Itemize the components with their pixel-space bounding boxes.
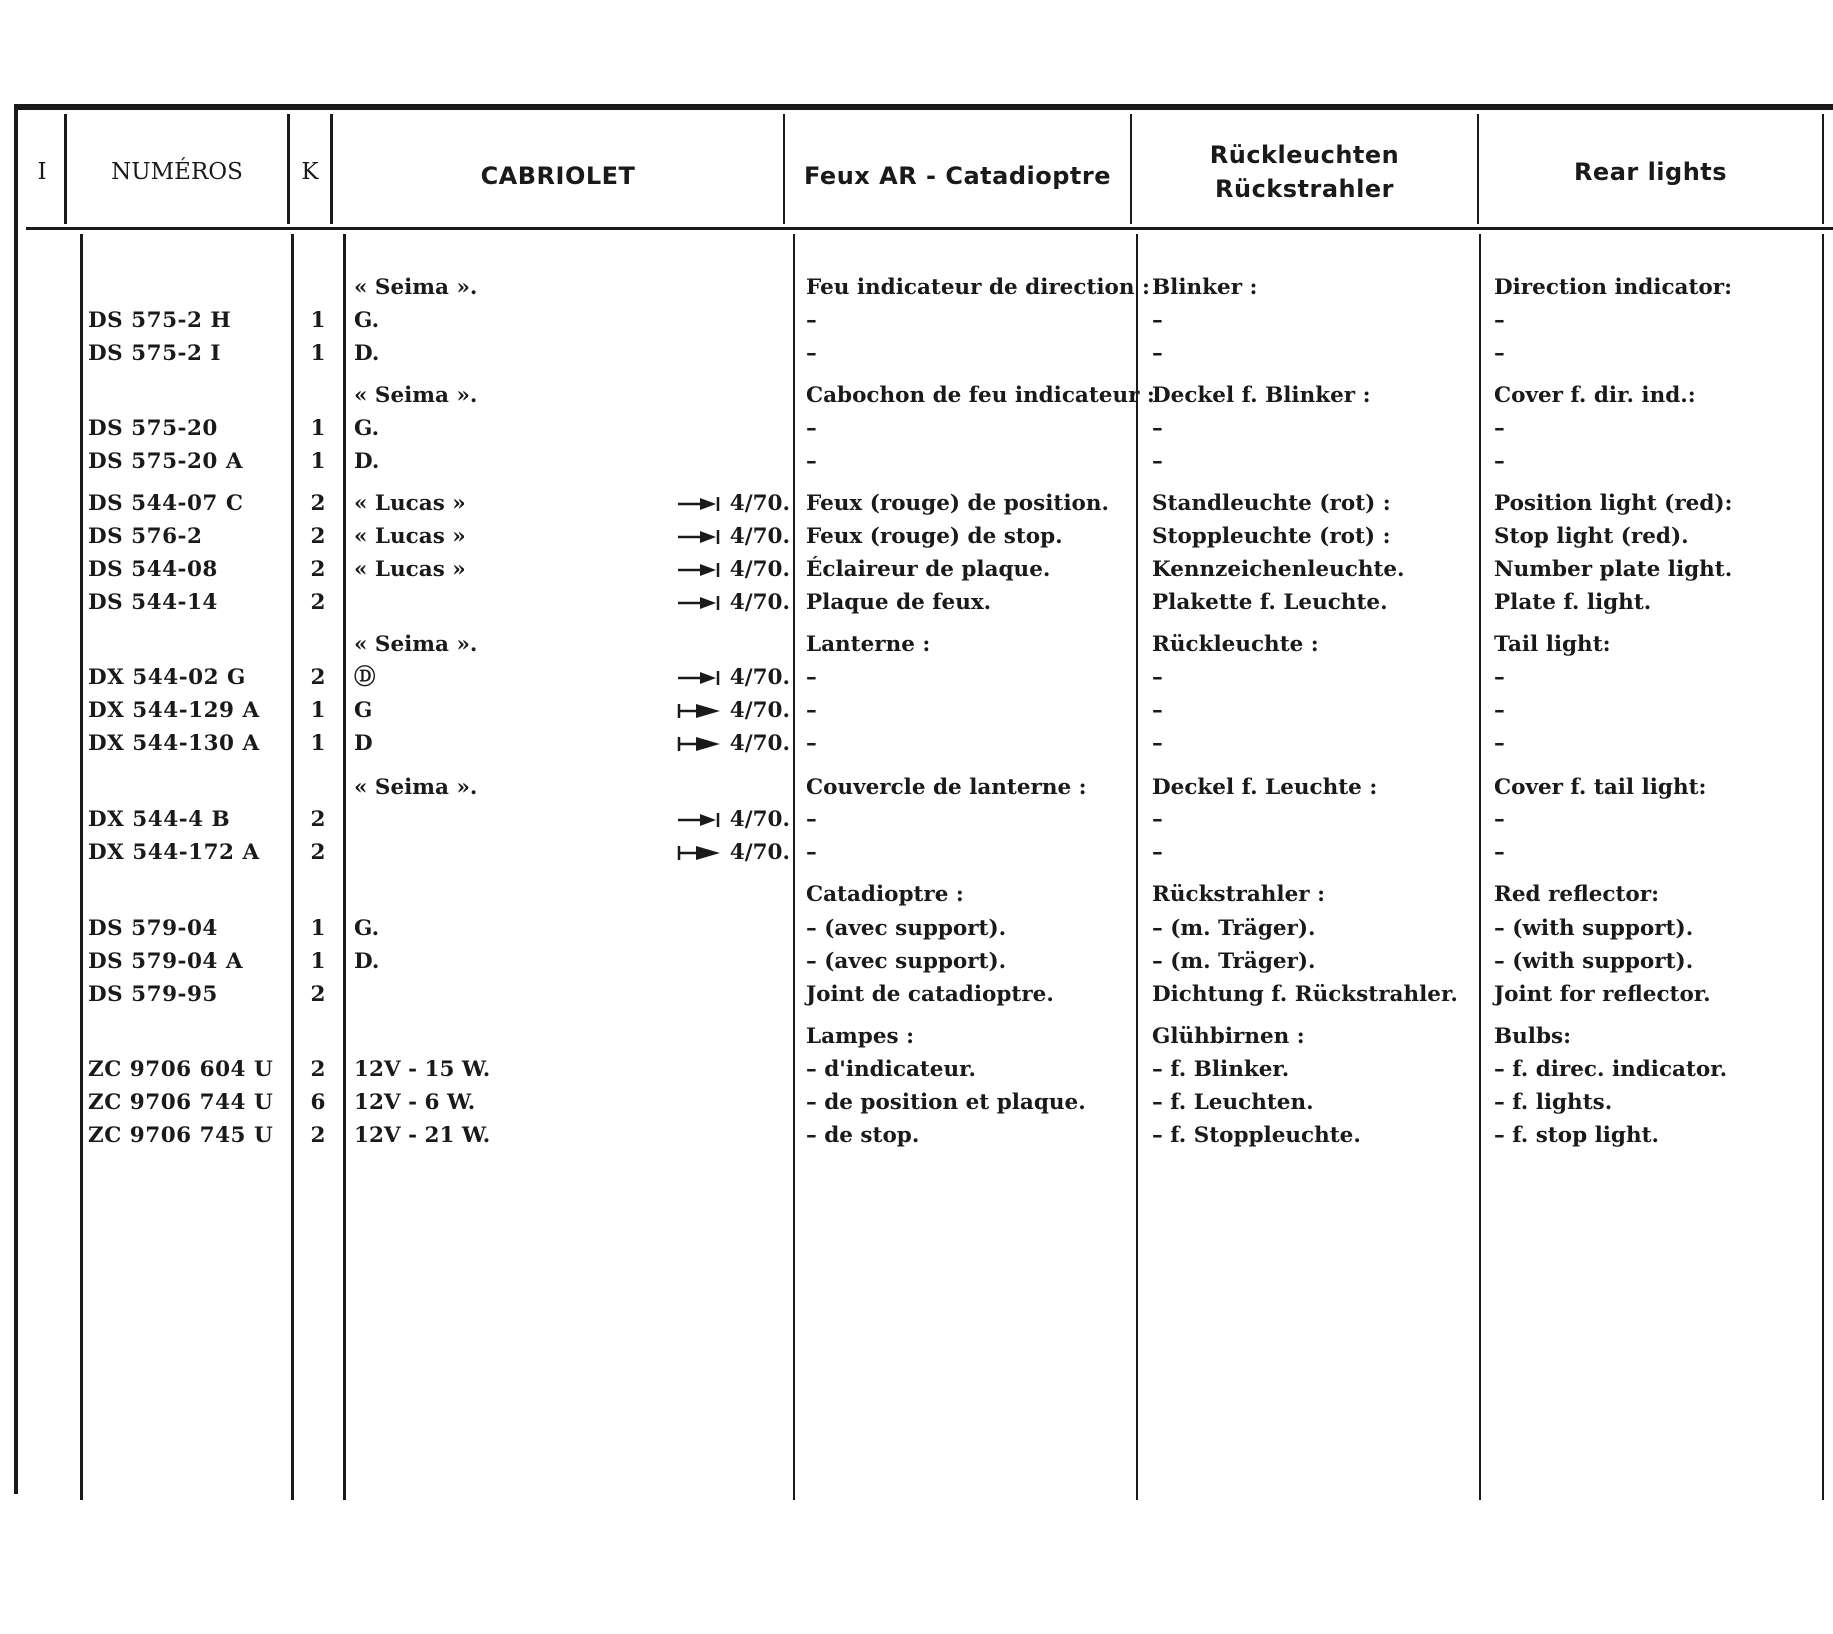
description-en: Bulbs: <box>1494 1024 1572 1049</box>
part-number: DS 579-95 <box>88 982 218 1007</box>
description-fr: Joint de catadioptre. <box>806 982 1054 1007</box>
col-divider <box>1822 114 1824 224</box>
table-row <box>0 379 1833 412</box>
description-fr: – <box>806 416 817 441</box>
table-row <box>0 487 1833 520</box>
header-k: K <box>301 159 319 185</box>
description-fr: – <box>806 840 817 865</box>
description-de: – <box>1152 698 1163 723</box>
description-en: Cover f. tail light: <box>1494 775 1707 800</box>
description-de: Rückstrahler : <box>1152 882 1326 907</box>
part-number: DS 579-04 <box>88 916 218 941</box>
part-number: DS 544-08 <box>88 557 218 582</box>
description-fr: – <box>806 341 817 366</box>
model-note: 12V - 15 W. <box>354 1057 491 1082</box>
description-de: – f. Stoppleuchte. <box>1152 1123 1361 1148</box>
description-de: – <box>1152 840 1163 865</box>
model-note: Ⓓ <box>354 665 376 690</box>
arrow-icon <box>676 527 722 547</box>
description-de: Plakette f. Leuchte. <box>1152 590 1388 615</box>
quantity <box>306 1020 330 1053</box>
quantity: 1 <box>310 916 326 941</box>
quantity <box>306 878 330 911</box>
description-de: – <box>1152 665 1163 690</box>
part-number <box>88 379 288 412</box>
table-row <box>0 586 1833 619</box>
quantity: 1 <box>310 416 326 441</box>
description-en: Number plate light. <box>1494 557 1733 582</box>
part-number: DS 544-14 <box>88 590 218 615</box>
description-en: – <box>1494 840 1505 865</box>
description-fr: – <box>806 731 817 756</box>
quantity: 2 <box>310 1123 326 1148</box>
quantity: 2 <box>310 491 326 516</box>
table-row <box>0 694 1833 727</box>
description-fr: – de position et plaque. <box>806 1090 1086 1115</box>
model-note: 12V - 6 W. <box>354 1090 476 1115</box>
arrow-icon <box>676 494 722 514</box>
quantity: 1 <box>310 449 326 474</box>
description-de: – <box>1152 416 1163 441</box>
description-en: – <box>1494 665 1505 690</box>
table-row <box>0 727 1833 760</box>
description-fr: – <box>806 308 817 333</box>
change-date <box>672 1020 790 1053</box>
model-note <box>354 586 654 619</box>
change-date <box>672 978 790 1011</box>
description-en: Cover f. dir. ind.: <box>1494 383 1696 408</box>
description-en: Direction indicator: <box>1494 275 1733 300</box>
part-number: DS 544-07 C <box>88 491 244 516</box>
description-de: – f. Blinker. <box>1152 1057 1290 1082</box>
table-row <box>0 628 1833 661</box>
model-note: « Seima ». <box>354 632 478 657</box>
part-number: DX 544-129 A <box>88 698 260 723</box>
table-row <box>0 1020 1833 1053</box>
change-date <box>672 379 790 412</box>
change-date: 4/70. <box>672 520 790 553</box>
description-en: Position light (red): <box>1494 491 1733 516</box>
part-number <box>88 271 288 304</box>
top-rule <box>18 104 1833 110</box>
table-row <box>0 412 1833 445</box>
model-note: 12V - 21 W. <box>354 1123 491 1148</box>
model-note: « Seima ». <box>354 275 478 300</box>
description-fr: – <box>806 449 817 474</box>
part-number: DS 575-2 I <box>88 341 221 366</box>
description-de: Kennzeichenleuchte. <box>1152 557 1405 582</box>
part-number <box>88 628 288 661</box>
description-de: Deckel f. Blinker : <box>1152 383 1371 408</box>
model-note: « Lucas » <box>354 557 466 582</box>
model-note: G <box>354 698 373 723</box>
part-number: DS 579-04 A <box>88 949 244 974</box>
arrow-icon <box>676 668 722 688</box>
part-number: DX 544-4 B <box>88 807 231 832</box>
part-number: ZC 9706 604 U <box>88 1057 274 1082</box>
model-note <box>354 836 654 869</box>
header-german-line2: Rückstrahler <box>1215 175 1394 203</box>
description-fr: – (avec support). <box>806 916 1007 941</box>
part-number <box>88 1020 288 1053</box>
description-fr: – <box>806 698 817 723</box>
arrow-icon <box>676 701 722 721</box>
table-row <box>0 661 1833 694</box>
change-date <box>672 878 790 911</box>
description-en: Red reflector: <box>1494 882 1660 907</box>
description-en: – <box>1494 308 1505 333</box>
change-date: 4/70. <box>672 803 790 836</box>
change-date <box>672 271 790 304</box>
header-english: Rear lights <box>1573 158 1728 186</box>
table-row <box>0 520 1833 553</box>
description-fr: – <box>806 665 817 690</box>
description-de: Dichtung f. Rückstrahler. <box>1152 982 1458 1007</box>
description-de: Rückleuchte : <box>1152 632 1319 657</box>
description-fr: Couvercle de lanterne : <box>806 775 1087 800</box>
description-en: – <box>1494 449 1505 474</box>
description-de: – f. Leuchten. <box>1152 1090 1314 1115</box>
description-en: – f. direc. indicator. <box>1494 1057 1728 1082</box>
part-number: ZC 9706 744 U <box>88 1090 274 1115</box>
description-de: Stoppleuchte (rot) : <box>1152 524 1391 549</box>
arrow-icon <box>676 593 722 613</box>
description-en: Tail light: <box>1494 632 1611 657</box>
description-en: – (with support). <box>1494 949 1694 974</box>
change-date: 4/70. <box>672 727 790 760</box>
quantity: 2 <box>310 524 326 549</box>
model-note: « Lucas » <box>354 524 466 549</box>
part-number: DS 575-20 A <box>88 449 244 474</box>
change-date: 4/70. <box>672 836 790 869</box>
description-de: – (m. Träger). <box>1152 949 1316 974</box>
description-fr: Lampes : <box>806 1024 915 1049</box>
change-date: 4/70. <box>672 487 790 520</box>
description-fr: – (avec support). <box>806 949 1007 974</box>
description-fr: – <box>806 807 817 832</box>
model-note: D. <box>354 341 380 366</box>
table-row <box>0 1053 1833 1086</box>
model-note: G. <box>354 416 380 441</box>
change-date <box>672 1119 790 1152</box>
part-number: ZC 9706 745 U <box>88 1123 274 1148</box>
description-de: – (m. Träger). <box>1152 916 1316 941</box>
quantity: 1 <box>310 949 326 974</box>
table-row <box>0 445 1833 478</box>
description-en: – <box>1494 731 1505 756</box>
description-fr: Catadioptre : <box>806 882 964 907</box>
table-row <box>0 945 1833 978</box>
description-fr: Éclaireur de plaque. <box>806 557 1051 582</box>
description-en: – f. stop light. <box>1494 1123 1659 1148</box>
description-en: Joint for reflector. <box>1494 982 1711 1007</box>
change-date: 4/70. <box>672 694 790 727</box>
quantity: 2 <box>310 557 326 582</box>
part-number: DX 544-172 A <box>88 840 260 865</box>
description-en: – <box>1494 341 1505 366</box>
description-en: – f. lights. <box>1494 1090 1613 1115</box>
arrow-icon <box>676 843 722 863</box>
change-date <box>672 445 790 478</box>
header-french: Feux AR - Catadioptre <box>804 162 1111 190</box>
quantity: 2 <box>310 807 326 832</box>
quantity: 1 <box>310 698 326 723</box>
model-note: D <box>354 731 373 756</box>
model-note: G. <box>354 916 380 941</box>
quantity <box>306 379 330 412</box>
table-row <box>0 771 1833 804</box>
model-note: D. <box>354 449 380 474</box>
table-row <box>0 553 1833 586</box>
description-fr: Cabochon de feu indicateur : <box>806 383 1155 408</box>
part-number: DS 575-20 <box>88 416 218 441</box>
change-date <box>672 945 790 978</box>
header-model: CABRIOLET <box>480 162 636 190</box>
description-de: – <box>1152 308 1163 333</box>
arrow-icon <box>676 810 722 830</box>
table-row <box>0 912 1833 945</box>
header-index: I <box>37 159 47 185</box>
description-de: Blinker : <box>1152 275 1258 300</box>
model-note <box>354 878 654 911</box>
description-de: – <box>1152 807 1163 832</box>
description-fr: Plaque de feux. <box>806 590 992 615</box>
table-row <box>0 978 1833 1011</box>
table-row <box>0 1119 1833 1152</box>
header-german <box>1132 118 1477 226</box>
quantity: 1 <box>310 308 326 333</box>
model-note: « Seima ». <box>354 383 478 408</box>
part-number <box>88 771 288 804</box>
part-number <box>88 878 288 911</box>
description-de: – <box>1152 731 1163 756</box>
model-note <box>354 1020 654 1053</box>
description-de: – <box>1152 341 1163 366</box>
description-de: Standleuchte (rot) : <box>1152 491 1391 516</box>
table-row <box>0 271 1833 304</box>
change-date: 4/70. <box>672 661 790 694</box>
change-date <box>672 912 790 945</box>
part-number: DS 575-2 H <box>88 308 232 333</box>
quantity: 2 <box>310 665 326 690</box>
description-fr: – d'indicateur. <box>806 1057 976 1082</box>
model-note: « Lucas » <box>354 491 466 516</box>
table-row <box>0 304 1833 337</box>
description-en: Stop light (red). <box>1494 524 1689 549</box>
change-date: 4/70. <box>672 553 790 586</box>
description-fr: Lanterne : <box>806 632 931 657</box>
quantity: 1 <box>310 731 326 756</box>
quantity: 1 <box>310 341 326 366</box>
table-row <box>0 878 1833 911</box>
header-numbers: NUMÉROS <box>111 159 243 185</box>
change-date <box>672 337 790 370</box>
quantity <box>306 771 330 804</box>
table-row <box>0 836 1833 869</box>
model-note <box>354 803 654 836</box>
change-date <box>672 628 790 661</box>
part-number: DX 544-130 A <box>88 731 260 756</box>
model-note: « Seima ». <box>354 775 478 800</box>
model-note: G. <box>354 308 380 333</box>
part-number: DS 576-2 <box>88 524 203 549</box>
table-row <box>0 337 1833 370</box>
description-en: – <box>1494 698 1505 723</box>
description-en: – (with support). <box>1494 916 1694 941</box>
quantity: 2 <box>310 840 326 865</box>
change-date: 4/70. <box>672 586 790 619</box>
arrow-icon <box>676 560 722 580</box>
quantity: 2 <box>310 590 326 615</box>
description-fr: Feux (rouge) de position. <box>806 491 1109 516</box>
model-note <box>354 978 654 1011</box>
quantity: 2 <box>310 1057 326 1082</box>
description-en: – <box>1494 807 1505 832</box>
change-date <box>672 1053 790 1086</box>
table-row <box>0 803 1833 836</box>
description-de: Glühbirnen : <box>1152 1024 1305 1049</box>
description-fr: Feux (rouge) de stop. <box>806 524 1063 549</box>
quantity <box>306 271 330 304</box>
description-de: Deckel f. Leuchte : <box>1152 775 1378 800</box>
part-number: DX 544-02 G <box>88 665 246 690</box>
quantity: 6 <box>310 1090 326 1115</box>
change-date <box>672 304 790 337</box>
header-german-line1: Rückleuchten <box>1209 141 1400 169</box>
change-date <box>672 1086 790 1119</box>
table-row <box>0 1086 1833 1119</box>
change-date <box>672 771 790 804</box>
description-en: – <box>1494 416 1505 441</box>
description-en: Plate f. light. <box>1494 590 1652 615</box>
quantity <box>306 628 330 661</box>
description-de: – <box>1152 449 1163 474</box>
arrow-icon <box>676 734 722 754</box>
quantity: 2 <box>310 982 326 1007</box>
model-note: D. <box>354 949 380 974</box>
description-fr: – de stop. <box>806 1123 920 1148</box>
change-date <box>672 412 790 445</box>
description-fr: Feu indicateur de direction : <box>806 275 1150 300</box>
